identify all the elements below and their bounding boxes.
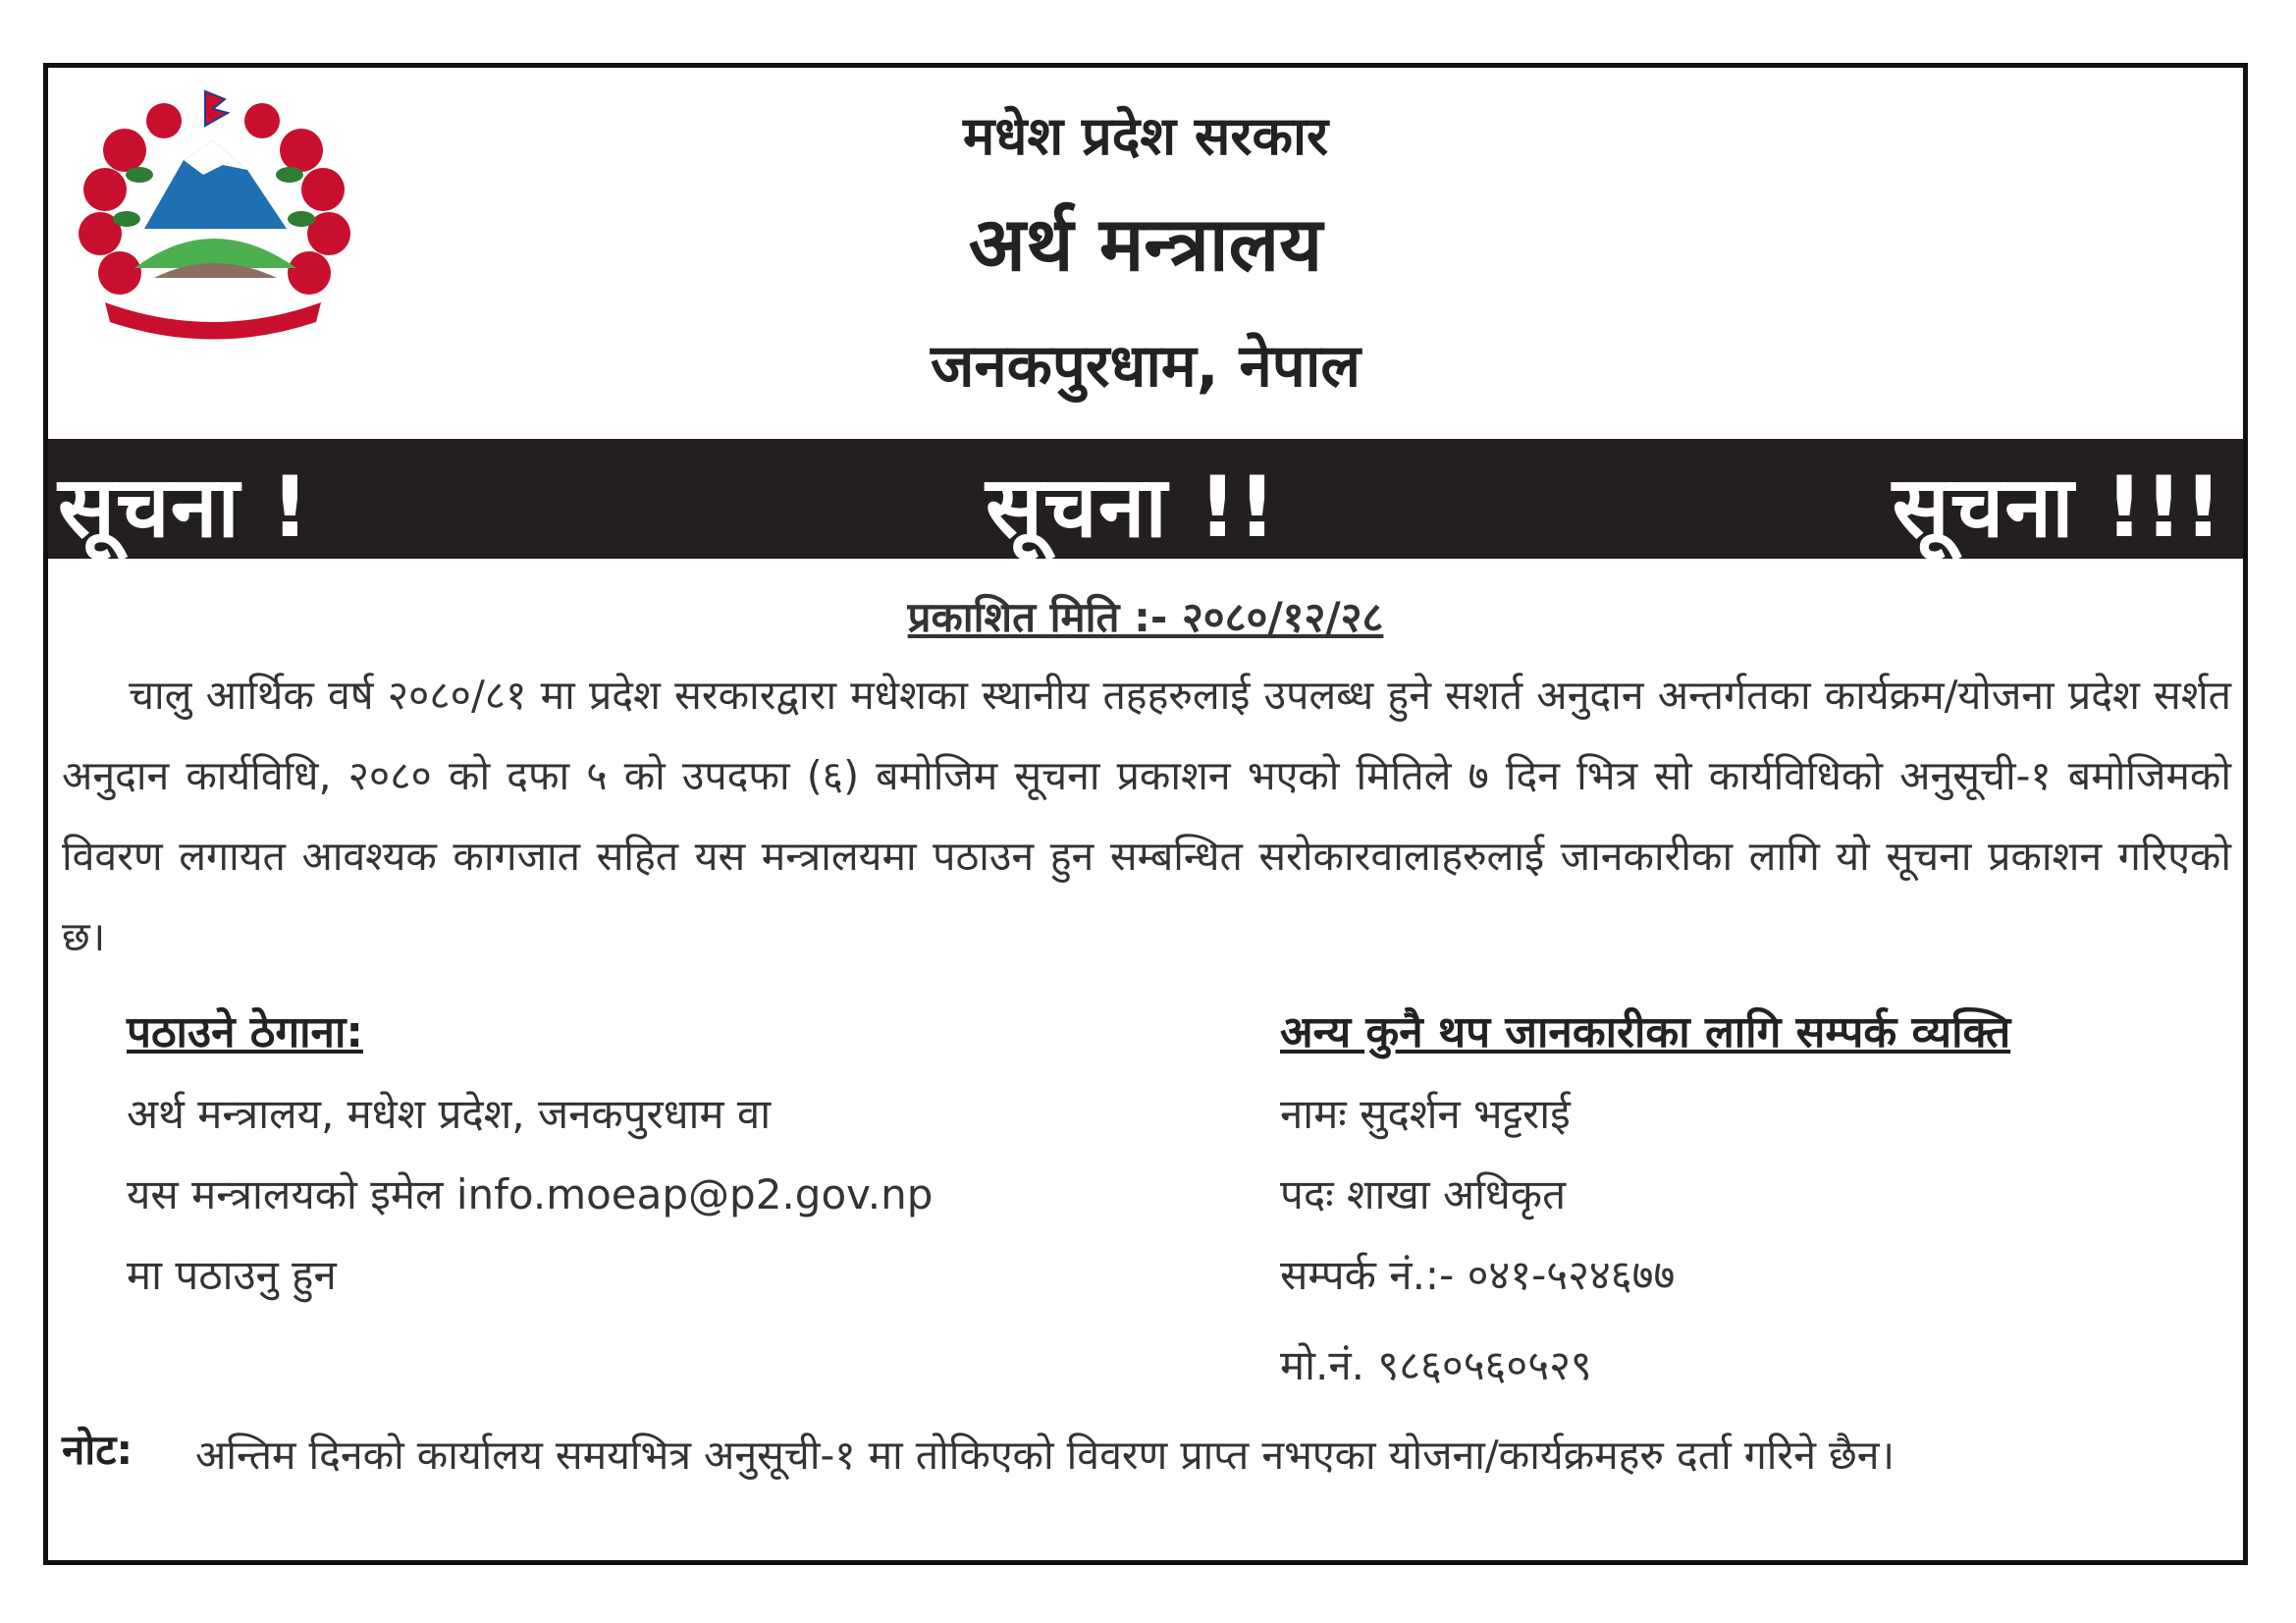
note-text: अन्तिम दिनको कार्यालय समयभित्र अनुसूची-१ मा तोकिएको विवरण प्राप्त नभएका योजना/कार्यक्रमहरु दर्ता गरिने छैन। bbox=[195, 1432, 1896, 1479]
contact-phone: सम्पर्क नं.:- ०४१-५२४६७७ bbox=[1280, 1251, 1676, 1299]
send-address-line: मा पठाउनु हुन bbox=[127, 1251, 337, 1299]
contact-name: नामः सुदर्शन भट्टराई bbox=[1280, 1090, 1571, 1138]
send-address-heading: पठाउने ठेगाना: bbox=[127, 1007, 363, 1057]
notice-frame bbox=[43, 63, 2248, 1565]
contact-mobile: मो.नं. ९८६०५६०५२९ bbox=[1280, 1341, 1592, 1389]
government-name: मधेश प्रदेश सरकार bbox=[962, 105, 1329, 167]
banner-notice-3: सूचना !!! bbox=[1892, 459, 2223, 557]
note-label: नोट: bbox=[62, 1426, 133, 1474]
send-address-line: अर्थ मन्त्रालय, मधेश प्रदेश, जनकपुरधाम वा bbox=[127, 1090, 772, 1138]
banner-notice-1: सूचना ! bbox=[58, 459, 310, 557]
notice-banner bbox=[48, 439, 2243, 559]
send-address-email-line: यस मन्त्रालयको इमेल info.moeap@p2.gov.np bbox=[127, 1170, 934, 1218]
office-location: जनकपुरधाम, नेपाल bbox=[930, 332, 1362, 401]
contact-designation: पदः शाखा अधिकृत bbox=[1280, 1170, 1567, 1218]
publication-date bbox=[48, 588, 2243, 644]
contact-heading: अन्य कुनै थप जानकारीका लागि सम्पर्क व्यक्ति bbox=[1280, 1007, 2011, 1057]
notice-body: चालु आर्थिक वर्ष २०८०/८१ मा प्रदेश सरकारद्वारा मधेशका स्थानीय तहहरुलाई उपलब्ध हुने सशर्त अनुदान अन्तर्गतका कार्यक्रम/योजना प्रदेश सर्शत अनुदान कार्यविधि, २०८० को दफा ५ को उपदफा (६) बमोजिम सूचना प्रकाशन भएको मितिले ७ दिन भित्र सो कार्यविधिको अनुसूची-१ बमोजिमको विवरण लगायत आवश्यक कागजात सहित यस मन्त्रालयमा पठाउन हुन सम्बन्धित सरोकारवालाहरुलाई जानकारीका लागि यो सूचना प्रकाशन गरिएको छ। bbox=[62, 672, 2231, 960]
ministry-name: अर्थ मन्त्रालय bbox=[968, 200, 1323, 288]
banner-notice-2: सूचना !! bbox=[986, 459, 1278, 557]
publication-date-text: प्रकाशित मिति :- २०८०/१२/२८ bbox=[907, 593, 1384, 641]
